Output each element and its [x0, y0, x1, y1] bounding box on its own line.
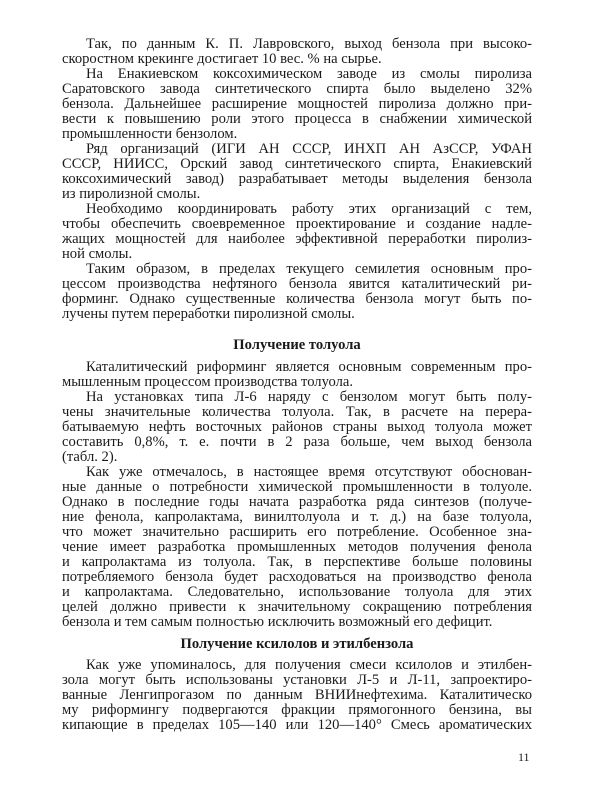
section	[62, 338, 532, 630]
section-heading: Получение ксилолов и этилбензола	[180, 636, 414, 652]
text-line: На Енакиевском коксохимическом заводе из смолы пиролиза	[86, 66, 532, 82]
text-line: промышленности бензолом.	[62, 126, 238, 142]
paragraph	[62, 142, 532, 202]
paragraph	[62, 67, 532, 142]
text-line: ванные Ленгипрогазом по данным ВНИИнефтехима. Каталитическо	[62, 687, 532, 703]
text-line: бензола. Дальнейшее расширение мощностей пиролиза должно при-	[62, 96, 532, 112]
text-line: чение имеет разработка промышленных методов получения фенола	[62, 539, 532, 555]
text-line: Необходимо координировать работу этих организаций с тем,	[86, 201, 532, 217]
section	[62, 37, 532, 322]
paragraph	[62, 465, 532, 630]
text-line: чтобы обеспечить своевременное проектирование и создание надле-	[62, 216, 532, 232]
text-line: Однако в последние годы начата разработка ряда синтезов (получе-	[62, 494, 532, 510]
paragraph	[62, 360, 532, 390]
text-line: потребляемого бензола будет расходоваться на производство фенола	[62, 569, 532, 585]
text-line: Как уже отмечалось, в настоящее время отсутствуют обоснован-	[86, 464, 532, 480]
text-line: целей должно привести к значительному сокращению потребления	[62, 599, 532, 615]
text-line: (табл. 2).	[62, 449, 118, 465]
section	[62, 637, 532, 733]
paragraph	[62, 202, 532, 262]
text-line: вести к повышению роли этого процесса в снабжении химической	[62, 111, 532, 127]
text-line: жащих мощностей для наиболее эффективной переработки пиролиз-	[62, 231, 532, 247]
section-heading: Получение толуола	[233, 337, 361, 353]
text-line: кипающие в пределах 105—140 или 120—140° Смесь ароматических	[62, 717, 532, 733]
text-line: Таким образом, в пределах текущего семилетия основным про-	[86, 261, 532, 277]
text-line: ные данные о потребности химической промышленности в толуоле.	[62, 479, 532, 495]
text-line: коксохимический завод) разрабатывает методы выделения бензола	[62, 171, 532, 187]
text-line: Как уже упоминалось, для получения смеси ксилолов и этилбен-	[86, 657, 532, 673]
text-line: скоростном крекинге достигает 10 вес. % на сырье.	[62, 51, 382, 67]
text-line: мышленным процессом производства толуола.	[62, 374, 354, 390]
paragraph	[62, 262, 532, 322]
text-line: и капролактама из толуола. Так, в перспективе больше половины	[62, 554, 532, 570]
text-line: Ряд организаций (ИГИ АН СССР, ИНХП АН АзССР, УФАН	[86, 141, 532, 157]
text-line: ной смолы.	[62, 246, 133, 262]
text-line: из пиролизной смолы.	[62, 186, 201, 202]
page-number: 11	[518, 750, 530, 764]
text-line: что может значительно расширить его потребление. Особенное зна-	[62, 524, 532, 540]
text-line: СССР, НИИСС, Орский завод синтетического спирта, Енакиевский	[62, 156, 532, 172]
paragraph	[62, 37, 532, 67]
text-line: Каталитический риформинг является основным современным про-	[86, 359, 532, 375]
text-line: бензола и тем самым полностью исключить возможный его дефицит.	[62, 614, 493, 630]
text-line: Саратовского завода синтетического спирта было выделено 32%	[62, 81, 532, 97]
paragraph	[62, 390, 532, 465]
text-line: му риформингу подвергаются фракции прямогонного бензина, вы	[62, 702, 532, 718]
text-line: лучены путем переработки пиролизной смолы.	[62, 306, 355, 322]
text-line: ние фенола, капролактама, винилтолуола и т. д.) на базе толуола,	[62, 509, 532, 525]
text-line: На установках типа Л-6 наряду с бензолом могут быть полу-	[86, 389, 532, 405]
paragraph	[62, 658, 532, 733]
text-line: и капролактама. Следовательно, использование толуола для этих	[62, 584, 532, 600]
text-line: цессом производства нефтяного бензола явится каталитический ри-	[62, 276, 532, 292]
text-line: чены значительные количества толуола. Так, в расчете на перера-	[62, 404, 532, 420]
text-line: форминг. Однако существенные количества бензола могут быть по-	[62, 291, 532, 307]
text-line: Так, по данным К. П. Лавровского, выход бензола при высоко-	[86, 36, 532, 52]
text-line: составить 0,8%, т. е. почти в 2 раза больше, чем выход бензола	[62, 434, 532, 450]
document-page	[62, 37, 532, 733]
text-line: зола могут быть использованы установки Л-5 и Л-11, запроектиро-	[62, 672, 532, 688]
text-line: батываемую нефть восточных районов страны выход толуола может	[62, 419, 532, 435]
